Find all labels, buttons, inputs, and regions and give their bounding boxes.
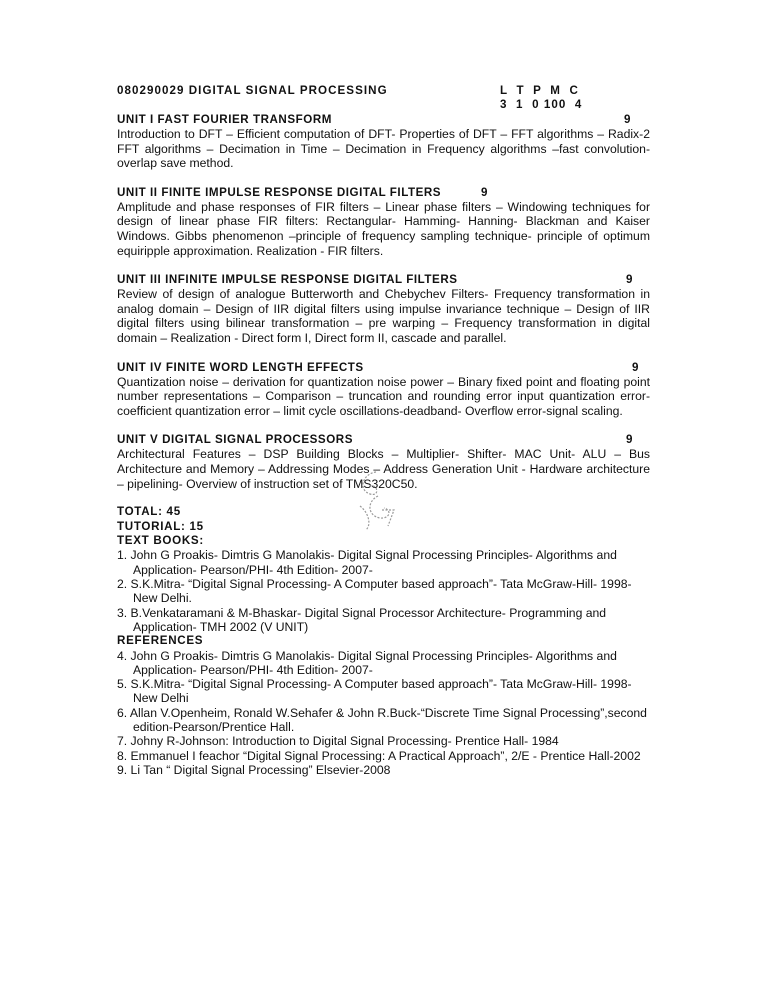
books-section <box>117 505 650 777</box>
unit-title <box>117 185 650 200</box>
unit-title-text: UNIT I FAST FOURIER TRANSFORM <box>117 113 332 126</box>
list-item: 9. Li Tan “ Digital Signal Processing” Elsevier-2008 <box>117 762 391 777</box>
text-books-heading: TEXT BOOKS: <box>117 533 204 547</box>
unit-title <box>117 360 650 375</box>
syllabus-page <box>117 84 650 777</box>
ltpmc-values: 3 1 0 100 4 <box>500 98 583 111</box>
ltpmc-row <box>117 98 650 112</box>
unit-hours: 9 <box>632 360 639 374</box>
total-hours: TOTAL: 45 <box>117 505 181 519</box>
ltpmc-labels: L T P M C <box>500 84 579 97</box>
unit-body: Introduction to DFT – Efficient computation of DFT- Properties of DFT – FFT algorithms – Radix-2 FFT algorithms – Decimation in Time – Decimation in Frequency algorithms –fast convolution- overlap save method. <box>117 127 650 171</box>
watermark-icon <box>348 466 408 536</box>
unit-title-text: UNIT IV FINITE WORD LENGTH EFFECTS <box>117 360 364 374</box>
list-item: 8. Emmanuel I feachor “Digital Signal Processing: A Practical Approach”, 2/E - Prentice Hall-2002 <box>117 748 641 763</box>
list-item: 3. B.Venkataramani & M-Bhaskar- Digital Signal Processor Architecture- Programming and Application- TMH 2002 (V UNIT) <box>117 605 607 634</box>
unit-3 <box>117 272 650 345</box>
unit-title <box>117 432 650 447</box>
list-item: 4. John G Proakis- Dimtris G Manolakis- Digital Signal Processing Principles- Algorithms and Application- Pearson/PHI- 4th Edition- 2007- <box>117 648 617 677</box>
unit-4 <box>117 360 650 419</box>
unit-body: Amplitude and phase responses of FIR filters – Linear phase filters – Windowing techniques for design of linear phase FIR filters: Rectangular- Hamming- Hanning- Blackman and Kaiser Windows. Gibbs phenomenon –principle of frequency sampling technique- principle of optimum equiripple approximation. Realization - FIR filters. <box>117 199 650 258</box>
unit-title-text: UNIT III INFINITE IMPULSE RESPONSE DIGITAL FILTERS <box>117 273 458 287</box>
list-item: 1. John G Proakis- Dimtris G Manolakis- Digital Signal Processing Principles- Algorithms and Application- Pearson/PHI- 4th Edition- 2007- <box>117 548 617 577</box>
unit-hours: 9 <box>626 273 633 287</box>
unit-2 <box>117 185 650 258</box>
list-item: 2. S.K.Mitra- “Digital Signal Processing- A Computer based approach”- Tata McGraw-Hill- 1998- New Delhi. <box>117 576 632 606</box>
tutorial-hours: TUTORIAL: 15 <box>117 519 204 533</box>
course-code-title: 080290029 DIGITAL SIGNAL PROCESSING <box>117 84 388 97</box>
unit-body: Review of design of analogue Butterworth and Chebychev Filters- Frequency transformation in analog domain – Design of IIR digital filters using impulse invariance technique – Design of IIR digital filters using bilinear transformation – pre warping – Frequency transformation in digital domain – Realization - Direct form I, Direct form II, cascade and parallel. <box>117 287 650 345</box>
unit-hours: 9 <box>624 113 631 126</box>
references-heading: REFERENCES <box>117 634 204 648</box>
unit-1 <box>117 112 650 171</box>
unit-title-text: UNIT V DIGITAL SIGNAL PROCESSORS <box>117 433 353 447</box>
course-header <box>117 84 650 98</box>
unit-hours: 9 <box>626 433 633 447</box>
text-books-list <box>117 548 650 634</box>
references-list <box>117 649 650 778</box>
unit-hours: 9 <box>481 185 488 199</box>
unit-body: Quantization noise – derivation for quantization noise power – Binary fixed point and floating point number representations – Comparison – truncation and rounding error input quantization error-coefficient quantization error – limit cycle oscillations-deadband- Overflow error-signal scaling. <box>117 374 650 418</box>
list-item: 5. S.K.Mitra- “Digital Signal Processing- A Computer based approach”- Tata McGraw-Hill- 1998- New Delhi <box>117 677 632 706</box>
list-item: 6. Allan V.Openheim, Ronald W.Sehafer & John R.Buck-“Discrete Time Signal Processing”,second edition-Pearson/Prentice Hall. <box>117 705 647 734</box>
unit-body: Architectural Features – DSP Building Blocks – Multiplier- Shifter- MAC Unit- ALU – Bus Architecture and Memory – Addressing Modes – Address Generation Unit - Hardware architecture – pipelining- Overview of instruction set of TMS320C50. <box>117 447 650 491</box>
unit-title <box>117 112 650 127</box>
unit-title-text: UNIT II FINITE IMPULSE RESPONSE DIGITAL FILTERS <box>117 185 442 199</box>
list-item: 7. Johny R-Johnson: Introduction to Digital Signal Processing- Prentice Hall- 1984 <box>117 734 559 749</box>
unit-title <box>117 272 650 287</box>
